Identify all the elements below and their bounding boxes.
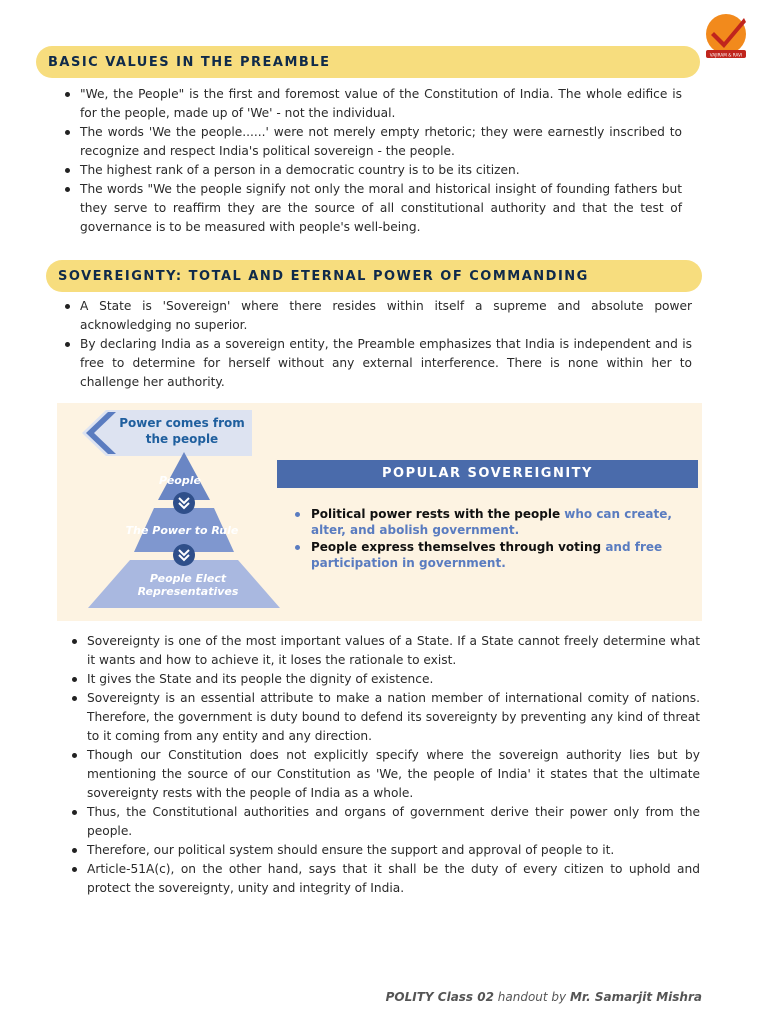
banner-text: Power comes from the people	[119, 416, 245, 446]
point-rest: who can create, alter, and abolish government.	[311, 507, 672, 537]
list-item: A State is 'Sovereign' where there resides within itself a supreme and absolute power acknowledging no superior.	[62, 297, 692, 335]
section-header-sovereignty	[46, 260, 702, 292]
list-item	[293, 539, 688, 571]
section-title: SOVEREIGNTY: TOTAL AND ETERNAL POWER OF COMMANDING	[58, 268, 589, 284]
list-item: Though our Constitution does not explicitly specify where the sovereign authority lies but by mentioning the source of our Constitution as 'We, the people of India' it states that the ultimate sovereignty rests with the people of India as a whole.	[69, 746, 700, 803]
pyramid-bottom-label: People Elect Representatives	[137, 572, 239, 598]
section-header-basic-values	[36, 46, 700, 78]
page-footer	[386, 990, 702, 1004]
chevron-down-icon	[173, 492, 195, 514]
pyramid-middle-label: The Power to Rule	[125, 524, 239, 537]
logo-text: VAJIRAM & RAVI	[709, 52, 743, 58]
list-item: The words 'We the people......' were not merely empty rhetoric; they were earnestly inscribed to recognize and respect India's political sovereign - the people.	[62, 123, 682, 161]
popular-sovereignty-title: POPULAR SOVEREIGNITY	[277, 460, 698, 488]
list-item: Therefore, our political system should ensure the support and approval of people to it.	[69, 841, 700, 860]
section-title: BASIC VALUES IN THE PREAMBLE	[48, 54, 331, 70]
list-item: "We, the People" is the first and foremost value of the Constitution of India. The whole edifice is for the people, made up of 'We' - not the individual.	[62, 85, 682, 123]
sovereignty-list	[62, 297, 692, 392]
point-strong: People express themselves through voting	[311, 540, 602, 554]
list-item: By declaring India as a sovereign entity, the Preamble emphasizes that India is independent and is free to determine for herself without any external interference. There is none within her to challenge her authority.	[62, 335, 692, 392]
popular-sovereignty-list	[293, 506, 688, 572]
footer-middle: handout by	[493, 990, 570, 1004]
point-rest: and free participation in government.	[311, 540, 663, 570]
list-item: Sovereignty is one of the most important values of a State. If a State cannot freely determine what it wants and how to achieve it, it loses the rationale to exist.	[69, 632, 700, 670]
list-item: Thus, the Constitutional authorities and organs of government derive their power only from the people.	[69, 803, 700, 841]
list-item: Sovereignty is an essential attribute to make a nation member of international comity of nations. Therefore, the government is duty bound to defend its sovereignty by preventing any kind of threat to it coming from any entity and any direction.	[69, 689, 700, 746]
list-item: Article-51A(c), on the other hand, says that it shall be the duty of every citizen to uphold and protect the sovereignty, unity and integrity of India.	[69, 860, 700, 898]
footer-course: POLITY Class 02	[385, 990, 494, 1004]
chevron-down-icon	[173, 544, 195, 566]
list-item: The words "We the people signify not only the moral and historical insight of founding fathers but they serve to reaffirm they are the source of all constitutional authority and that the test of governance is to be measured with people's well-being.	[62, 180, 682, 237]
footer-author: Mr. Samarjit Mishra	[569, 990, 702, 1004]
point-strong: Political power rests with the people	[311, 507, 561, 521]
list-item: The highest rank of a person in a democratic country is to be its citizen.	[62, 161, 682, 180]
list-item	[293, 506, 688, 538]
basic-values-list	[62, 85, 682, 237]
list-item: It gives the State and its people the dignity of existence.	[69, 670, 700, 689]
pyramid-top-label: People	[159, 474, 201, 487]
brand-logo-icon	[700, 10, 752, 62]
sovereignty-details-list	[69, 632, 700, 898]
